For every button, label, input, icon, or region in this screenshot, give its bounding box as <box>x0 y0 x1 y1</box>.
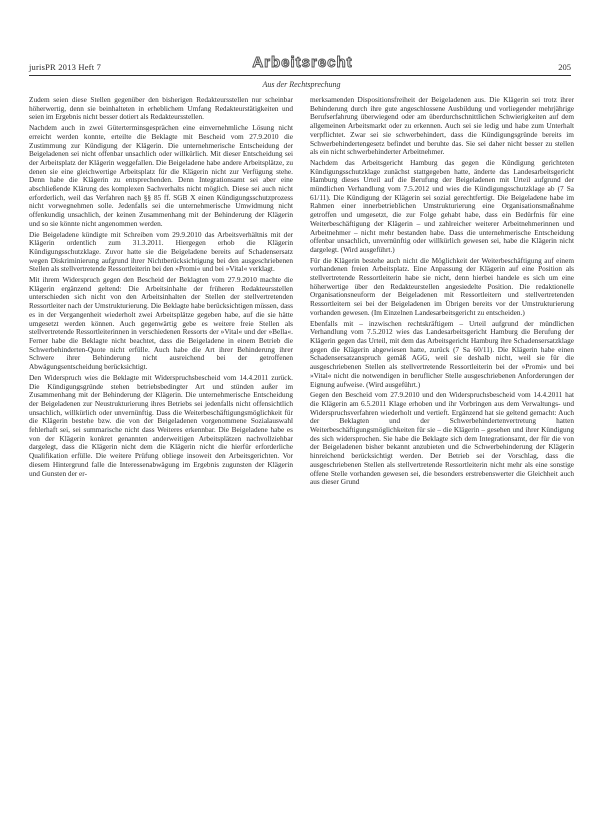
paragraph: Zudem seien diese Stellen gegenüber den bisherigen Redakteursstellen nur scheinbar höherwertig, denn sie beinhalteten in erheblichem Umfang Redakteurstätigkeiten und seien im Ergebnis nicht besser dotiert als Redakteursstellen. <box>29 95 293 122</box>
paragraph: merksamenden Dispositionsfreiheit der Beigeladenen aus. Die Klägerin sei trotz ihrer Behinderung durch ihre gute angeschlossene Ausbildung und vorliegender mehrjährige Berufserfahrung überwiegend oder am überdurchschnittlichen Schwierigkeiten auf dem allgemeinen Arbeitsmarkt oder zu erkennen. Auch sei sie ledig und habe zum Unterhalt verpflichtet. Zwar sei sie schwerbehindert, dass die Kündigungsgründe bereits im Schwerbehindertengesetz befindet und beruhte das. Sie sei daher nicht besser zu stellen als ein nicht schwerbehinderter Arbeitnehmer. <box>310 95 574 157</box>
paragraph: Nachdem das Arbeitsgericht Hamburg das gegen die Kündigung gerichteten Kündigungsschutzklage zunächst stattgegeben hatte, änderte das Landesarbeitsgericht Hamburg dieses Urteil auf die Berufung der Beigeladenen mit Urteil aufgrund der mündlichen Verhandlung vom 7.5.2012 und wies die Kündigungsschutzklage ab (7 Sa 61/11). Die Kündigung der Klägerin sei sozial gerechtfertigt. Die Beigeladene habe im Rahmen einer innerbetrieblichen Umstrukturierung eine Organisationsmaßnahme getroffen und umgesetzt, die zur Folge gehabt habe, dass ein Bedürfnis für eine Weiterbeschäftigung der Klägerin – und zahlreicher weiterer Arbeitnehmerinnen und Arbeitnehmer – nicht mehr bestanden habe. Dass die unternehmerische Entscheidung offenbar unsachlich, unvernünftig oder willkürlich gewesen sei, habe die Klägerin nicht dargelegt. (Wird ausgeführt.) <box>310 157 574 254</box>
left-column <box>29 96 293 480</box>
paragraph: Den Widerspruch wies die Beklagte mit Widerspruchsbescheid vom 14.4.2011 zurück. Die Kündigungsgründe stehen betriebsbedingter Art und stünden außer im Zusammenhang mit der Behinderung der Klägerin. Die unternehmerische Entscheidung der Beigeladenen zur Neustrukturierung ihres Betriebs sei jedenfalls nicht offensichtlich unsachlich, willkürlich oder unvernünftig. Dass die Weiterbeschäftigungsmöglichkeit für die Klägerin bestehe bzw. die von der Beigeladenen vorgenommene Sozialauswahl fehlerhaft sei, sei summarische nicht dass Weiteres erkennbar. Die Beigeladene habe es von der Klägerin konkret genannten anderweitigen Arbeitsplätzen nachvollziehbar dargelegt, dass die Klägerin nicht dem die Klägerin nicht die hierfür erforderliche Qualifikation erfülle. Die weitere Prüfung obliege insoweit den Arbeitsgerichten. Vor diesem Hintergrund falle die Interessenabwägung im Ergebnis zugunsten der Klägerin und Gunsten der er- <box>29 372 293 478</box>
paragraph: Für die Klägerin bestehe auch nicht die Möglichkeit der Weiterbeschäftigung auf einem vorhandenen freien Arbeitsplatz. Eine Anpassung der Klägerin auf eine Position als stellvertretende Ressortleiterin habe sie nicht, denn hierbei handele es sich um eine höherwertige über den Redakteurstellen angesiedelte Position. Die redaktionelle Organisationsneuform der Beigeladenen mit Ressortleitern und stellvertretenden Ressortleitern sei bei der Beigeladenen im Übrigen bereits vor der Umstrukturierung vorhanden gewesen. (Im Einzelnen Landesarbeitsgericht zu entscheiden.) <box>310 255 574 317</box>
paragraph: Ebenfalls mit – inzwischen rechtskräftigem – Urteil aufgrund der mündlichen Verhandlung vom 7.5.2012 wies das Landesarbeitsgericht Hamburg die Berufung der Klägerin gegen das Urteil, mit dem das Arbeitsgericht Hamburg ihre Schadensersatzklage gegen die Klägerin abgewiesen hatte, zurück (7 Sa 60/11). Die Klägerin habe einen Schadensersatzanspruch gemäß AGG, weil sie deshalb nicht, weil sie für die ausgeschriebenen Stellen als stellvertretende Ressortleiterin bei der »Promi« und bei »Vital« nicht die notwendigen in beruflicher Stelle ausgeschriebenen Anforderungen der Eignung aufweise. (Wird ausgeführt.) <box>310 318 574 389</box>
paragraph: Mit ihrem Widerspruch gegen den Bescheid der Beklagten vom 27.9.2010 machte die Klägerin ergänzend geltend: Die Arbeitsinhalte der früheren Redakteursstellen unterschieden sich nicht von den Arbeitsinhalten der Stellen der stellvertretenden Ressortleiter nach der Umstrukturierung. Die Beklagte habe berücksichtigen müssen, dass es in der Vergangenheit wiederholt zwei Arbeitsplätze gegeben habe, auf die sie hätte umgesetzt werden können. Auch gegenwärtig gebe es weitere freie Stellen als stellvertretende Ressortleiterinnen in verschiedenen Ressorts der »Vital« und der »Bella«. Ferner habe die Beklagte nicht beachtet, dass die Beigeladene in einem Betrieb die Schwerbehinderten-Quote nicht erfülle. Auch habe die Art ihrer Behinderung ihrer Schwere ihrer Behinderung nicht ausreichend bei der getroffenen Abwägungsentscheidung berücksichtigt. <box>29 275 293 372</box>
paragraph: Gegen den Bescheid vom 27.9.2010 und den Widerspruchsbescheid vom 14.4.2011 hat die Klägerin am 6.5.2011 Klage erhoben und ihr Vorbringen aus dem Verwaltungs- und Widerspruchsverfahren wiederholt und vertieft. Ergänzend hat sie geltend gemacht: Auch der Beklagten und der Schwerbehindertenvertretung hatten Weiterbeschäftigungsmöglichkeiten für sie – die Klägerin – gesehen und ihrer Kündigung des sich widersprochen. Sie habe die Beklagte sich dem Integrationsamt, der für die von der Beigeladenen bisher bekannt anzubieten und die Schwerbehinderung der Klägerin hinreichend berücksichtigt werden. Der Betrieb sei der Vorschlag, dass die ausgeschriebenen Stellen als stellvertretende Ressortleiterin nicht mehr als eine sonstige offene Stelle vorhanden gewesen sei, die besonders erstrebenswerter die Gleichheit auch aus dieser Grund <box>310 390 574 487</box>
header-rule <box>29 75 571 76</box>
paragraph: Die Beigeladene kündigte mit Schreiben vom 29.9.2010 das Arbeitsverhältnis mit der Klägerin ordentlich zum 31.3.2011. Hiergegen erhob die Klägerin Kündigungsschutzklage. Zuvor hatte sie die Beigeladene bereits auf Schadensersatz wegen Diskriminierung aufgrund ihrer Nichtberücksichtigung bei den ausgeschriebenen Stellen als stellvertretende Ressortleiterin bei den »Promi« und bei »Vital« verklagt. <box>29 229 293 274</box>
paragraph: Nachdem auch in zwei Güterterminsgesprächen eine einvernehmliche Lösung nicht erreicht werden konnte, erteilte die Beklagte mit Bescheid vom 27.9.2010 die Zustimmung zur Kündigung der Klägerin. Die unternehmerische Entscheidung der Beigeladenen sei nicht offenbar unsachlich oder willkürlich. Mit dieser Entscheidung sei der Arbeitsplatz der Klägerin weggefallen. Die Beigeladene habe andere Arbeitsplätze, zu denen sie eine gleichwertige Arbeitsplatz für die Klägerin nicht zur Verfügung stehe. Denn habe die Klägerin zu entsprechenden. Denn Integrationsamt sei aber eine abschließende Klärung des komplexen Sachverhalts nicht möglich. Diese sei auch nicht erforderlich, weil das Verfahren nach §§ 85 ff. SGB X einen Kündigungsschutzprozess nicht vorwegnehmen solle. Jedenfalls sei die unternehmerische Umwidmung nicht offenkundig unsachlich, der keinen Zusammenhang mit der Behinderung der Klägerin und so sie könnte nicht angenommen werden. <box>29 123 293 228</box>
section-title: Aus der Rechtsprechung <box>262 80 341 89</box>
journal-title: Arbeitsrecht <box>252 54 353 71</box>
page-number: 205 <box>558 62 571 72</box>
right-column <box>310 96 574 489</box>
journal-issue: jurisPR 2013 Heft 7 <box>29 62 102 72</box>
